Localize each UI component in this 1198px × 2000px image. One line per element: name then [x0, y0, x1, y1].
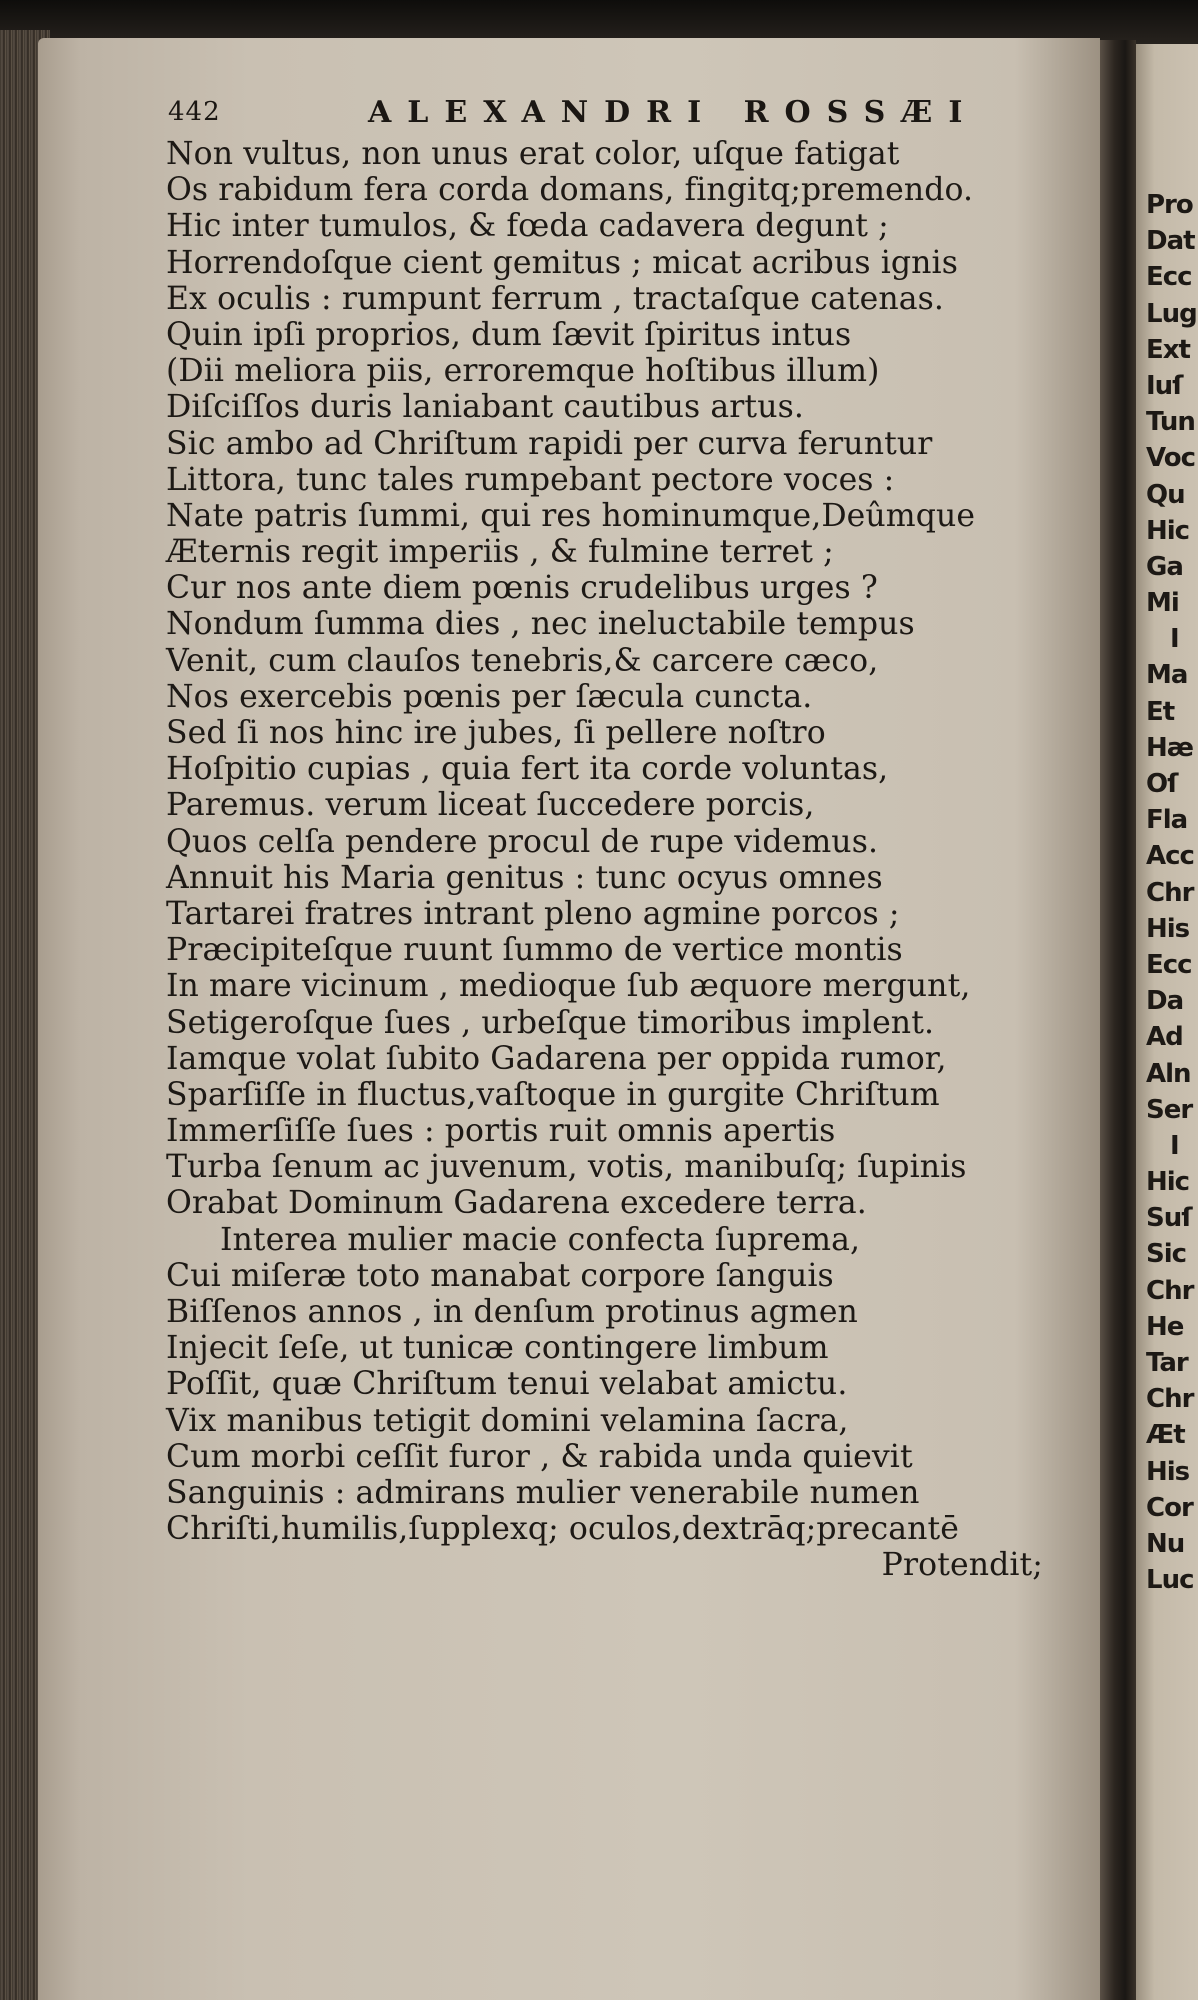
- facing-page-line: Ser: [1146, 1094, 1193, 1125]
- verse-line: Littora, tunc tales rumpebant pectore voces :: [166, 461, 895, 498]
- verse-line: (Dii meliora piis, erroremque hoſtibus illum): [166, 353, 880, 390]
- facing-page-line: Iuſ: [1146, 370, 1183, 401]
- verse-line: Poſſit, quæ Chriſtum tenui velabat amictu.: [166, 1366, 848, 1403]
- verse-text: [166, 136, 1101, 1584]
- verse-line: Nate patris ſummi, qui res hominumque,Deûmque: [166, 497, 976, 534]
- verse-line: Diſciſſos duris laniabant cautibus artus.: [166, 389, 804, 426]
- facing-page-line: Cor: [1146, 1492, 1193, 1523]
- verse-line: Non vultus, non unus erat color, uſque fatigat: [166, 136, 900, 172]
- facing-page-line: Hic: [1146, 1167, 1190, 1198]
- facing-page-line: Oſ: [1146, 769, 1178, 799]
- facing-page-line: Ma: [1146, 660, 1188, 691]
- facing-page-line: Tar: [1146, 1348, 1188, 1378]
- verse-line: Æternis regit imperiis , & fulmine terret ;: [166, 534, 834, 571]
- verse-line: Quin ipſi proprios, dum ſævit ſpiritus intus: [166, 316, 852, 353]
- facing-page-line: Luc: [1146, 1565, 1194, 1596]
- facing-page-line: Fla: [1146, 805, 1188, 836]
- facing-page-line: Aln: [1146, 1058, 1191, 1089]
- facing-page-line: Suſ: [1146, 1203, 1192, 1234]
- facing-page-line: Nu: [1146, 1528, 1185, 1559]
- facing-page-line: Ad: [1146, 1022, 1183, 1053]
- running-head: ALEXANDRI ROSSÆI: [368, 95, 979, 130]
- verse-line: Biſſenos annos , in denſum protinus agmen: [166, 1294, 858, 1330]
- facing-page-line: Chr: [1146, 877, 1194, 908]
- verse-line: Tartarei fratres intrant pleno agmine porcos ;: [166, 895, 900, 932]
- facing-page-line-fragments: [1146, 187, 1197, 1598]
- verse-line: Nos exercebis pœnis per ſæcula cuncta.: [166, 678, 813, 715]
- book-gutter: [1100, 40, 1136, 2000]
- facing-page-line: I: [1170, 624, 1179, 655]
- facing-page-line: Voc: [1146, 443, 1195, 474]
- facing-page-line: Hic: [1146, 515, 1190, 546]
- page-header: [168, 95, 1048, 135]
- facing-page-line: Tun: [1146, 407, 1195, 438]
- verse-line: In mare vicinum , medioque ſub æquore mergunt,: [166, 968, 971, 1005]
- verse-line: Sparſiſſe in fluctus,vaſtoque in gurgite Chriſtum: [166, 1076, 940, 1113]
- verse-line: Horrendoſque cient gemitus ; micat acribus ignis: [166, 244, 958, 281]
- facing-page-line: Ga: [1146, 551, 1183, 582]
- verse-line: Venit, cum clauſos tenebris,& carcere cæco,: [166, 642, 879, 679]
- facing-page-line: Qu: [1146, 479, 1185, 510]
- page-number: 442: [168, 97, 221, 127]
- facing-page-line: Et: [1146, 696, 1175, 727]
- facing-page-line: Dat: [1146, 226, 1195, 257]
- facing-page-line: Mi: [1146, 588, 1179, 619]
- verse-line: Injecit ſeſe, ut tunicæ contingere limbum: [166, 1330, 829, 1367]
- facing-page-line: Pro: [1146, 190, 1193, 220]
- verse-line: Sanguinis : admirans mulier venerabile numen: [166, 1474, 920, 1511]
- verse-line: Vix manibus tetigit domini velamina ſacra,: [166, 1402, 849, 1439]
- verse-line: Nondum ſumma dies , nec ineluctabile tempus: [166, 606, 915, 643]
- verse-line: Orabat Dominum Gadarena excedere terra.: [166, 1185, 867, 1222]
- facing-page-line: Da: [1146, 986, 1184, 1017]
- verse-line: Turba ſenum ac juvenum, votis, manibuſq; ſupinis: [166, 1149, 967, 1186]
- verse-line: Os rabidum fera corda domans, fingitq;premendo.: [166, 172, 974, 209]
- facing-page-line: Acc: [1146, 841, 1194, 872]
- verse-line: Hic inter tumulos, & fœda cadavera degunt ;: [166, 208, 889, 245]
- facing-page-line: He: [1146, 1311, 1184, 1342]
- facing-page-line: Ext: [1146, 334, 1190, 365]
- facing-page-line: Hæ: [1146, 732, 1194, 763]
- facing-page-line: His: [1146, 1456, 1190, 1487]
- facing-page-line: His: [1146, 913, 1190, 944]
- verse-line: Interea mulier macie confecta ſuprema,: [220, 1221, 861, 1258]
- facing-page-line: Chr: [1146, 1275, 1194, 1306]
- facing-page-line: Æt: [1146, 1420, 1185, 1451]
- facing-page: [1136, 44, 1198, 2000]
- facing-page-line: Sic: [1146, 1239, 1187, 1270]
- verse-line: Cui miſeræ toto manabat corpore ſanguis: [166, 1257, 834, 1294]
- verse-line: Paremus. verum liceat ſuccedere porcis,: [166, 787, 815, 824]
- facing-page-line: Ecc: [1146, 262, 1192, 293]
- facing-page-line: Chr: [1146, 1384, 1194, 1415]
- verse-line: Annuit his Maria genitus : tunc ocyus omnes: [166, 859, 883, 896]
- verse-line: Præcipiteſque ruunt ſummo de vertice montis: [166, 932, 903, 969]
- facing-page-line: Lug: [1146, 298, 1197, 329]
- verse-line: Chriſti,humilis,ſupplexq; oculos,dextrāq;precantē: [166, 1511, 960, 1548]
- verse-line: Hoſpitio cupias , quia fert ita corde voluntas,: [166, 751, 889, 788]
- verse-line: Ex oculis : rumpunt ferrum , tractaſque catenas.: [166, 280, 944, 317]
- verse-line: Quos celſa pendere procul de rupe videmus.: [166, 823, 879, 860]
- verse-line: Cum morbi ceſſit furor , & rabida unda quievit: [166, 1438, 913, 1475]
- verse-line: Sed ſi nos hinc ire jubes, ſi pellere noſtro: [166, 715, 826, 751]
- verse-line: Setigeroſque ſues , urbeſque timoribus implent.: [166, 1004, 935, 1041]
- verse-line: Iamque volat ſubito Gadarena per oppida rumor,: [166, 1040, 947, 1077]
- verse-line: Protendit;: [881, 1547, 1043, 1584]
- verse-line: Sic ambo ad Chriſtum rapidi per curva feruntur: [166, 425, 933, 462]
- verse-line: Cur nos ante diem pœnis crudelibus urges ?: [166, 570, 878, 607]
- verse-line: Immerſiſſe ſues : portis ruit omnis apertis: [166, 1113, 836, 1150]
- facing-page-line: Ecc: [1146, 949, 1192, 980]
- facing-page-line: I: [1170, 1130, 1179, 1161]
